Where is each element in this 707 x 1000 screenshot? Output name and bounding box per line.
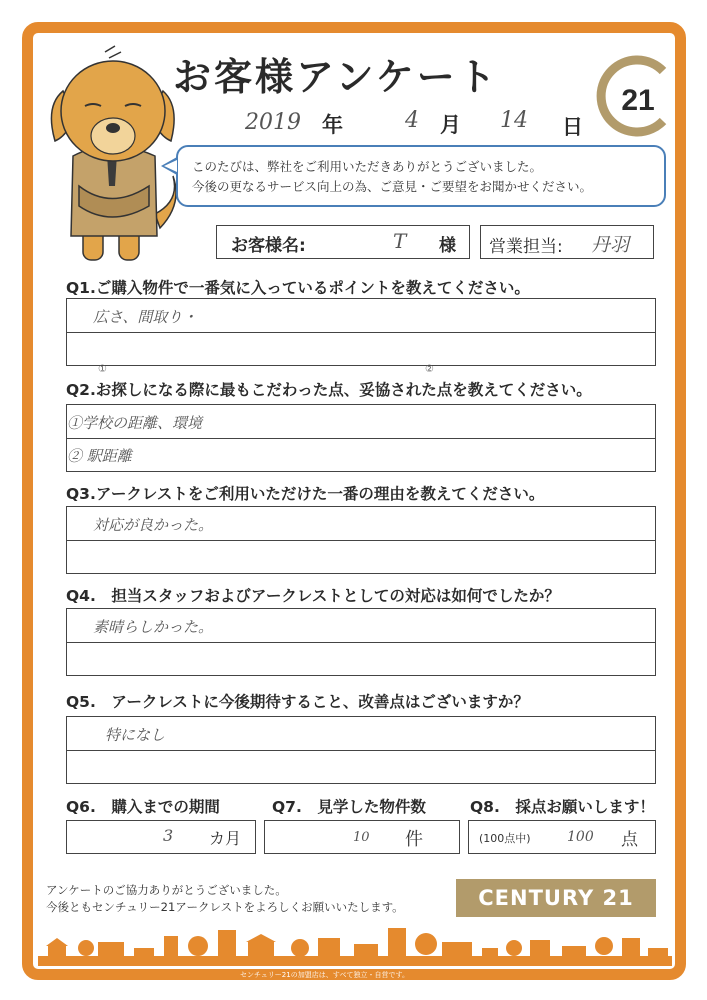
answer-divider [67,642,655,643]
q8-answer-box[interactable] [468,820,656,854]
customer-name-label: お客様名: [231,236,306,256]
footer-thanks [46,882,404,916]
q7-answer-box[interactable] [264,820,460,854]
answer-5-line-1: 特になし [105,726,166,744]
question-6: Q6. 購入までの期間 [66,798,220,816]
q7-unit: 件 [405,829,423,850]
town-skyline-illustration [38,928,672,966]
answer-1-line-1: 広さ、間取り・ [93,308,198,326]
bubble-tail-inner [164,160,177,172]
date-month-label: 月 [440,113,461,137]
century21-banner: CENTURY 21 [456,879,656,917]
answer-3-box[interactable] [66,506,656,574]
skyline-caption: センチュリー21の加盟店は、すべて独立・自営です。 [240,971,409,979]
answer-3-line-1: 対応が良かった。 [93,516,214,534]
q6-answer-box[interactable] [66,820,256,854]
question-8: Q8. 採点お願いします！ [470,798,655,816]
date-day-label: 日 [562,115,583,139]
q7-value: 10 [353,830,370,845]
footer-line-2: 今後ともセンチュリー21アークレストをよろしくお願いいたします。 [46,900,404,914]
answer-4-box[interactable] [66,608,656,676]
answer-2-line-2: ② 駅距離 [67,447,132,465]
q6-value: 3 [163,826,174,845]
date-year-value: 2019 [245,110,301,135]
q8-prefix: (100点中) [479,832,531,845]
question-7: Q7. 見学した物件数 [272,798,426,816]
footer-line-1: アンケートのご協力ありがとうございました。 [46,883,287,897]
date-day-value: 14 [500,108,528,133]
customer-name-value: T [393,229,407,253]
question-2: Q2.お探しになる際に最もこだわった点、妥協された点を教えてください。 [66,381,592,399]
greeting-bubble [176,145,666,207]
answer-5-box[interactable] [66,716,656,784]
answer-divider [67,332,655,333]
question-3: Q3.アークレストをご利用いただけた一番の理由を教えてください。 [66,485,545,503]
century21-logo-icon [593,53,679,139]
q2-mark-1: ① [98,364,107,375]
question-4: Q4. 担当スタッフおよびアークレストとしての対応は如何でしたか？ [66,587,560,605]
customer-name-field[interactable] [216,225,470,259]
page-title: お客様アンケート [173,55,499,99]
answer-divider [67,750,655,751]
staff-name-field[interactable] [480,225,654,259]
q6-unit: カ月 [209,829,242,848]
dog-mascot [45,36,180,262]
q8-unit: 点 [621,830,638,850]
staff-name-label: 営業担当: [489,237,563,257]
answer-divider [67,540,655,541]
answer-4-line-1: 素晴らしかった。 [93,618,214,636]
q8-value: 100 [567,829,594,845]
question-5: Q5. アークレストに今後期待すること、改善点はございますか？ [66,693,529,711]
date-month-value: 4 [405,108,419,133]
greeting-line-1: このたびは、弊社をご利用いただきありがとうございました。 [192,159,543,174]
question-1: Q1.ご購入物件で一番気に入っているポイントを教えてください。 [66,279,530,297]
greeting-line-2: 今後の更なるサービス向上の為、ご意見・ご要望をお聞かせください。 [192,179,593,194]
answer-2-box[interactable] [66,404,656,472]
logo-number: 21 [621,84,655,117]
staff-name-value: 丹羽 [591,234,630,256]
answer-1-box[interactable] [66,298,656,366]
q2-mark-2: ② [425,364,434,375]
answer-2-line-1: ①学校の距離、環境 [67,414,203,432]
answer-divider [67,438,655,439]
date-year-label: 年 [322,113,343,137]
customer-honorific: 様 [439,236,456,256]
